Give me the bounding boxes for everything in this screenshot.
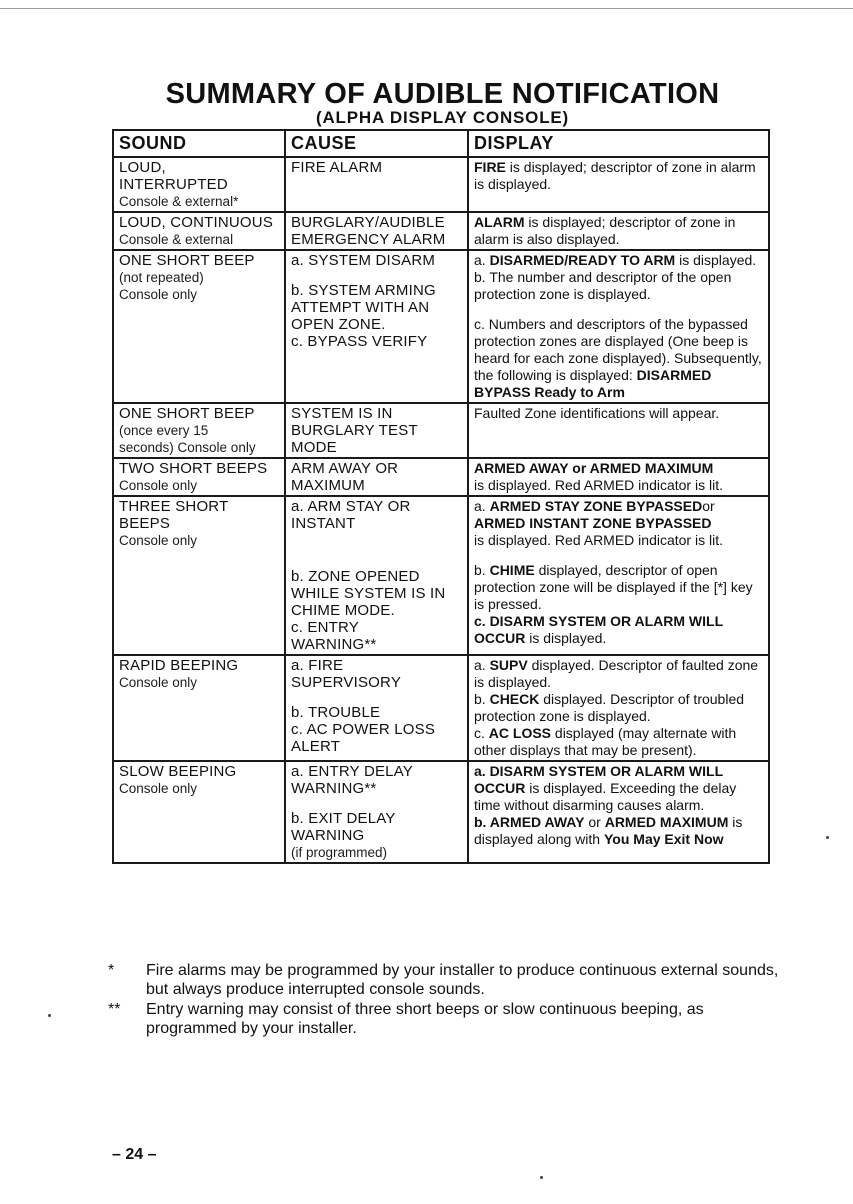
sound-note: Console only [119, 478, 198, 493]
display-item-b: b. CHECK displayed. Descriptor of troubled protection zone is displayed. [474, 691, 745, 724]
cause-text: SYSTEM IS IN BURGLARY TEST MODE [291, 405, 418, 456]
cause-cell [285, 157, 468, 212]
column-header-sound: SOUND [113, 130, 285, 157]
cause-cell [285, 655, 468, 761]
sound-name: SLOW BEEPING [119, 763, 237, 780]
sound-note: (not repeated) Console only [119, 270, 204, 302]
cause-cell [285, 403, 468, 458]
cause-cell [285, 761, 468, 863]
display-cell [468, 212, 769, 250]
display-cell [468, 458, 769, 496]
display-item-a: a. DISARMED/READY TO ARM is displayed. [474, 252, 757, 268]
footnote [108, 961, 788, 999]
footnote-mark: * [108, 962, 115, 979]
display-cell [468, 403, 769, 458]
cause-item-a: a. FIRE SUPERVISORY [291, 657, 402, 691]
cause-cell [285, 458, 468, 496]
cause-item-b-note: (if programmed) [291, 845, 388, 860]
cause-item-b: b. SYSTEM ARMING ATTEMPT WITH AN OPEN ZONE. [291, 282, 436, 333]
top-rule [0, 8, 853, 9]
cause-item-a: a. ARM STAY OR INSTANT [291, 498, 411, 532]
table-header-row [113, 130, 769, 157]
scan-speck [826, 836, 829, 839]
sound-cell [113, 458, 285, 496]
table-row [113, 403, 769, 458]
table-row [113, 212, 769, 250]
column-header-cause: CAUSE [285, 130, 468, 157]
cause-item-c: c. ENTRY WARNING** [291, 619, 377, 653]
scan-speck [48, 1014, 51, 1017]
sound-note: Console only [119, 781, 198, 796]
display-text: ALARM is displayed; descriptor of zone in alarm is also displayed. [474, 214, 736, 247]
page-number: – 24 – [112, 1146, 157, 1163]
page-title: SUMMARY OF AUDIBLE NOTIFICATION [165, 78, 720, 110]
display-item-c: c. AC LOSS displayed (may alternate with other displays that may be present). [474, 725, 737, 758]
sound-cell [113, 761, 285, 863]
footnote [108, 1000, 788, 1038]
sound-cell [113, 403, 285, 458]
display-item-a: a. DISARM SYSTEM OR ALARM WILL OCCUR is displayed. Exceeding the delay time without disarming causes alarm. [474, 763, 737, 813]
sound-name: LOUD, CONTINUOUS [119, 214, 274, 231]
sound-note: Console only [119, 675, 198, 690]
cause-item-b: b. ZONE OPENED WHILE SYSTEM IS IN CHIME MODE. [291, 568, 446, 619]
cause-item-b: b. TROUBLE [291, 704, 381, 721]
sound-name: TWO SHORT BEEPS [119, 460, 268, 477]
display-text: ARMED AWAY or ARMED MAXIMUM is displayed. Red ARMED indicator is lit. [474, 460, 723, 493]
display-text: FIRE is displayed; descriptor of zone in alarm is displayed. [474, 159, 756, 192]
display-item-b: b. The number and descriptor of the open protection zone is displayed. [474, 269, 732, 302]
cause-item-c: c. AC POWER LOSS ALERT [291, 721, 436, 755]
display-cell [468, 250, 769, 403]
cause-item-b: b. EXIT DELAY WARNING [291, 810, 396, 844]
cause-item-c: c. BYPASS VERIFY [291, 333, 428, 350]
sound-note: (once every 15 seconds) Console only [119, 423, 256, 455]
sound-cell [113, 655, 285, 761]
cause-cell [285, 212, 468, 250]
display-item-c: c. DISARM SYSTEM OR ALARM WILL OCCUR is displayed. [474, 613, 723, 646]
footnotes [108, 961, 788, 1039]
table-row [113, 496, 769, 655]
display-cell [468, 761, 769, 863]
cause-text: BURGLARY/AUDIBLE EMERGENCY ALARM [291, 214, 446, 248]
display-cell [468, 157, 769, 212]
display-item-b: b. ARMED AWAY or ARMED MAXIMUM is displayed along with You May Exit Now [474, 814, 743, 847]
sound-cell [113, 212, 285, 250]
display-text: Faulted Zone identifications will appear. [474, 405, 720, 421]
display-item-a: a. ARMED STAY ZONE BYPASSEDor ARMED INSTANT ZONE BYPASSED is displayed. Red ARMED indicator is lit. [474, 498, 723, 548]
table-row [113, 157, 769, 212]
table-row [113, 655, 769, 761]
sound-cell [113, 250, 285, 403]
table-row [113, 761, 769, 863]
table-row [113, 250, 769, 403]
notification-table [112, 129, 770, 864]
sound-cell [113, 496, 285, 655]
sound-note: Console only [119, 533, 198, 548]
sound-name: RAPID BEEPING [119, 657, 239, 674]
footnote-text: Entry warning may consist of three short beeps or slow continuous beeping, as programmed by your installer. [146, 1001, 704, 1037]
cause-text: ARM AWAY OR MAXIMUM [291, 460, 399, 494]
page-subtitle: (ALPHA DISPLAY CONSOLE) [316, 108, 569, 127]
sound-note: Console & external* [119, 194, 239, 209]
cause-item-a: a. ENTRY DELAY WARNING** [291, 763, 414, 797]
footnote-text: Fire alarms may be programmed by your installer to produce continuous external sounds, but always produce interrupted console sounds. [146, 962, 779, 998]
table-row [113, 458, 769, 496]
scan-speck [540, 1176, 543, 1179]
footnote-mark: ** [108, 1001, 121, 1018]
cause-item-a: a. SYSTEM DISARM [291, 252, 436, 269]
cause-text: FIRE ALARM [291, 159, 383, 176]
display-item-b: b. CHIME displayed, descriptor of open protection zone will be displayed if the [*] key is pressed. [474, 562, 753, 612]
display-cell [468, 496, 769, 655]
column-header-display: DISPLAY [468, 130, 769, 157]
sound-name: THREE SHORT BEEPS [119, 498, 229, 532]
display-item-a: a. SUPV displayed. Descriptor of faulted zone is displayed. [474, 657, 759, 690]
display-item-c: c. Numbers and descriptors of the bypassed protection zones are displayed (One beep is heard for each zone displayed). Subsequently, the following is displayed: DISARMED BYPASS Ready to Arm [474, 316, 762, 400]
cause-cell [285, 496, 468, 655]
sound-name: LOUD, INTERRUPTED [119, 159, 228, 193]
sound-cell [113, 157, 285, 212]
sound-name: ONE SHORT BEEP [119, 252, 255, 269]
sound-note: Console & external [119, 232, 234, 247]
cause-cell [285, 250, 468, 403]
display-cell [468, 655, 769, 761]
sound-name: ONE SHORT BEEP [119, 405, 255, 422]
